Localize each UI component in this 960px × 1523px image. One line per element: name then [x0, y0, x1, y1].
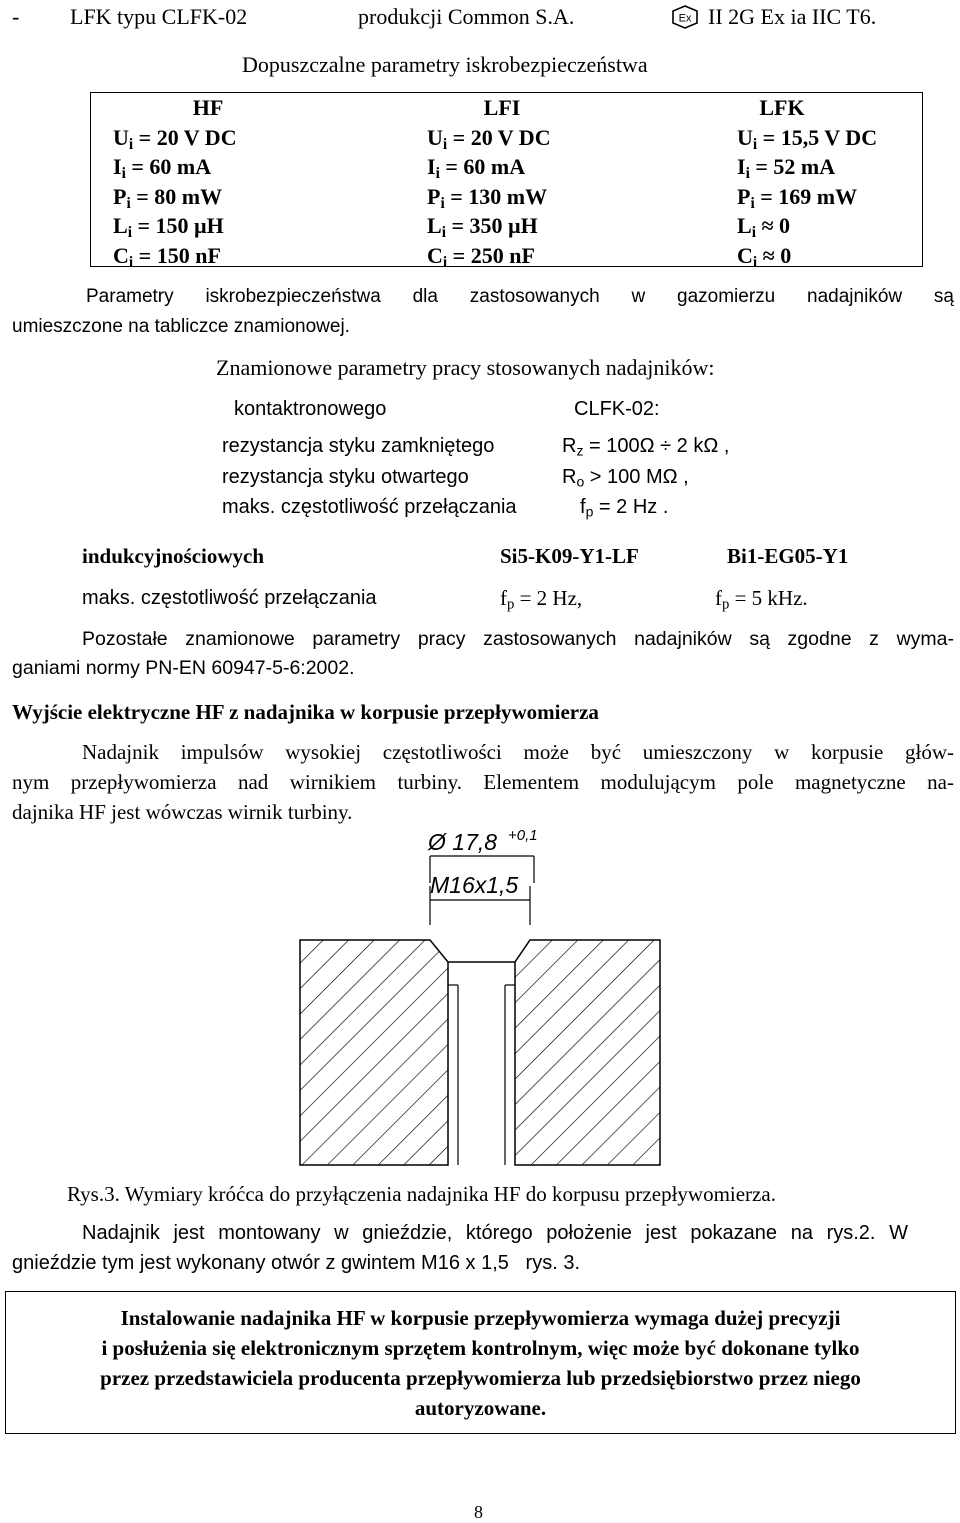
para2-line1: Pozostałe znamionowe parametry pracy zastosowanych nadajników są zgodne z wyma- — [82, 628, 954, 650]
section-line2: nym przepływomierza nad wirnikiem turbiny. Elementem modulującym pole magnetyczne na- — [12, 770, 954, 794]
contact-label: kontaktronowego — [234, 398, 387, 420]
param-row: $P_i = 130$ mW — [427, 183, 548, 212]
freq-label: maks. częstotliwość przełączania — [82, 587, 377, 609]
param-row: $I_i = 60$ mA — [113, 154, 212, 182]
page-number: 8 — [474, 1502, 483, 1522]
contact-param-value: $f_p = 2$ Hz . — [580, 496, 669, 520]
param-row: $P_i = 169$ mW — [737, 183, 858, 212]
contact-param-value: $R_z = 100\Omega \div 2$ kΩ , — [562, 435, 730, 459]
section-line3: dajnika HF jest wówczas wirnik turbiny. — [12, 800, 353, 824]
para2-line2: ganiami normy PN-EN 60947-5-6:2002. — [12, 657, 355, 679]
column-hf — [113, 93, 293, 270]
thread-label: M16x1,5 — [430, 872, 519, 898]
port-drawing-figure — [290, 820, 670, 1175]
param-row: $C_i = 250$ nF — [427, 242, 535, 271]
column-lfk — [737, 93, 917, 270]
freq-value-2: $f_p = 5$ kHz. — [715, 586, 808, 613]
section-heading: Wyjście elektryczne HF z nadajnika w korpusie przepływomierza — [12, 700, 599, 724]
diameter-tolerance: +0,1 — [508, 827, 538, 844]
param-row: $L_i = 150$ µH — [113, 213, 224, 241]
body-section-left — [300, 940, 448, 1165]
param-row: $U_i = 20$ V DC — [113, 124, 237, 153]
body-section-right — [515, 940, 660, 1165]
para1-line1: Parametry iskrobezpieczeństwa dla zastosowanych w gazomierzu nadajników są — [86, 286, 954, 307]
column-header-lfk: LFK — [759, 95, 805, 120]
param-row: $U_i = 15,5$ V DC — [737, 124, 878, 153]
installation-note-box — [5, 1291, 956, 1434]
contact-param-label: rezystancja styku otwartego — [222, 466, 469, 488]
header-item: LFK typu CLFK-02 — [70, 4, 248, 29]
header-ex-marking: II 2G Ex ia IIC T6. — [708, 4, 877, 29]
parameter-table — [90, 92, 923, 271]
header-producer: produkcji Common S.A. — [358, 4, 575, 29]
column-header-lfi: LFI — [483, 95, 521, 120]
param-row: $C_i = 150$ nF — [113, 242, 221, 271]
column-lfi — [427, 93, 597, 270]
diameter-label: Ø 17,8 — [428, 829, 498, 855]
contact-param-label: rezystancja styku zamkniętego — [222, 435, 495, 457]
para1-line2: umieszczone na tabliczce znamionowej. — [12, 316, 350, 337]
inductive-model-2: Bi1-EG05-Y1 — [727, 544, 849, 568]
para3-line1: Nadajnik jest montowany w gnieździe, którego położenie jest pokazane na rys.2. W — [82, 1222, 908, 1244]
note-line: i posłużenia się elektronicznym sprzętem kontrolnym, więc może być dokonane tylko — [101, 1336, 860, 1360]
param-row: $L_i \approx 0$ — [737, 213, 791, 241]
contact-param-value: $R_o > 100$ MΩ , — [562, 466, 689, 490]
inductive-label: indukcyjnościowych — [82, 544, 265, 568]
param-row: $U_i = 20$ V DC — [427, 124, 551, 153]
note-line: przez przedstawiciela producenta przepływomierza lub przedsiębiorstwo przez niego — [100, 1366, 861, 1390]
note-line: Instalowanie nadajnika HF w korpusie przepływomierza wymaga dużej precyzji — [120, 1306, 841, 1330]
param-row: $L_i = 350$ µH — [427, 213, 538, 241]
ex-hexagon-icon — [670, 4, 700, 30]
section-line1: Nadajnik impulsów wysokiej częstotliwości może być umieszczony w korpusie głów- — [82, 740, 954, 764]
column-header-hf: HF — [192, 95, 224, 120]
param-row: $I_i = 60$ mA — [427, 154, 526, 182]
para3-line2: gnieździe tym jest wykonany otwór z gwintem M16 x 1,5 rys. 3. — [12, 1252, 580, 1274]
nominal-title: Znamionowe parametry pracy stosowanych nadajników: — [216, 355, 715, 380]
param-row: $P_i = 80$ mW — [113, 183, 223, 212]
contact-model: CLFK-02: — [574, 398, 660, 420]
header-dash: - — [12, 4, 20, 29]
freq-value-1: $f_p = 2$ Hz, — [500, 586, 583, 613]
param-row: $C_i \approx 0$ — [737, 242, 792, 271]
contact-param-label: maks. częstotliwość przełączania — [222, 496, 517, 518]
param-row: $I_i = 52$ mA — [737, 154, 836, 182]
table-title: Dopuszczalne parametry iskrobezpieczeństwa — [242, 52, 648, 77]
note-line: autoryzowane. — [414, 1396, 547, 1420]
inductive-model-1: Si5-K09-Y1-LF — [500, 544, 639, 568]
figure-caption: Rys.3. Wymiary króćca do przyłączenia nadajnika HF do korpusu przepływomierza. — [67, 1182, 776, 1206]
svg-text:Ex: Ex — [678, 12, 692, 25]
